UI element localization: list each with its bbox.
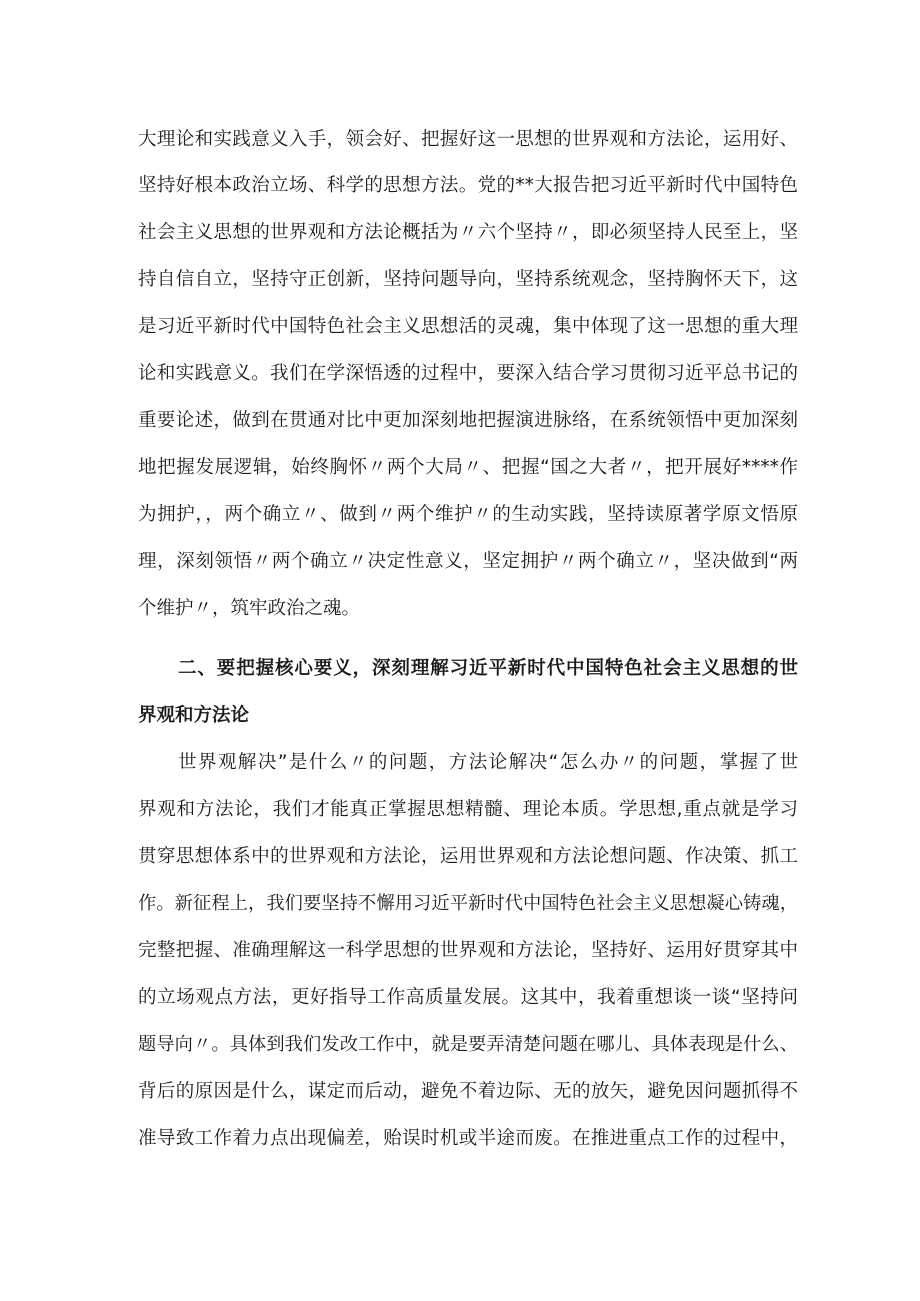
paragraph-2-line: 题导向〃。具体到我们发改工作中，就是要弄清楚问题在哪儿、具体表现是什么、 (138, 1034, 798, 1055)
paragraph-2-line: 贯穿思想体系中的世界观和方法论，运用世界观和方法论想问题、作决策、抓工 (138, 846, 798, 867)
paragraph-2-line: 准导致工作着力点出现偏差，贻误时机或半途而废。在推进重点工作的过程中， (138, 1128, 798, 1149)
paragraph-2-line: 完整把握、准确理解这一科学思想的世界观和方法论，坚持好、运用好贯穿其中 (138, 940, 798, 961)
paragraph-1-line: 持自信自立，坚持守正创新，坚持问题导向，坚持系统观念，坚持胸怀天下，这 (138, 269, 798, 290)
paragraph-2-line: 作。新征程上，我们要坚持不懈用习近平新时代中国特色社会主义思想凝心铸魂， (138, 893, 798, 914)
paragraph-1-line: 论和实践意义。我们在学深悟透的过程中，要深入结合学习贯彻习近平总书记的 (138, 363, 798, 384)
paragraph-2-line: 世界观解决”是什么〃的问题，方法论解决“怎么办〃的问题，掌握了世 (178, 752, 798, 773)
paragraph-2-line: 界观和方法论，我们才能真正掌握思想精髓、理论本质。学思想,重点就是学习 (138, 799, 798, 820)
paragraph-2-line: 的立场观点方法，更好指导工作高质量发展。这其中，我着重想谈一谈“坚持问 (138, 987, 798, 1008)
paragraph-1-line: 重要论述，做到在贯通对比中更加深刻地把握演进脉络，在系统领悟中更加深刻 (138, 410, 798, 431)
paragraph-1-line: 是习近平新时代中国特色社会主义思想活的灵魂，集中体现了这一思想的重大理 (138, 316, 798, 337)
section-heading-line: 二、要把握核心要义，深刻理解习近平新时代中国特色社会主义思想的世 (178, 658, 798, 679)
paragraph-1-line: 个维护〃，筑牢政治之魂。 (138, 598, 361, 619)
paragraph-1-line: 大理论和实践意义入手，领会好、把握好这一思想的世界观和方法论，运用好、 (138, 129, 798, 150)
paragraph-1-line: 社会主义思想的世界观和方法论概括为〃六个坚持〃，即必须坚持人民至上，坚 (138, 222, 798, 243)
paragraph-1-line: 为拥护，，两个确立〃、做到〃两个维护〃的生动实践，坚持读原著学原文悟原 (138, 504, 798, 525)
paragraph-1-line: 地把握发展逻辑，始终胸怀〃两个大局〃、把握“国之大者〃，把开展好****作 (138, 457, 798, 478)
section-heading-line: 界观和方法论 (138, 705, 250, 726)
paragraph-1-line: 理，深刻领悟〃两个确立〃决定性意义，坚定拥护〃两个确立〃，坚决做到“两 (138, 551, 798, 572)
paragraph-1-line: 坚持好根本政治立场、科学的思想方法。党的**大报告把习近平新时代中国特色 (138, 175, 798, 196)
paragraph-2-line: 背后的原因是什么，谋定而后动，避免不着边际、无的放矢，避免因问题抓得不 (138, 1081, 798, 1102)
